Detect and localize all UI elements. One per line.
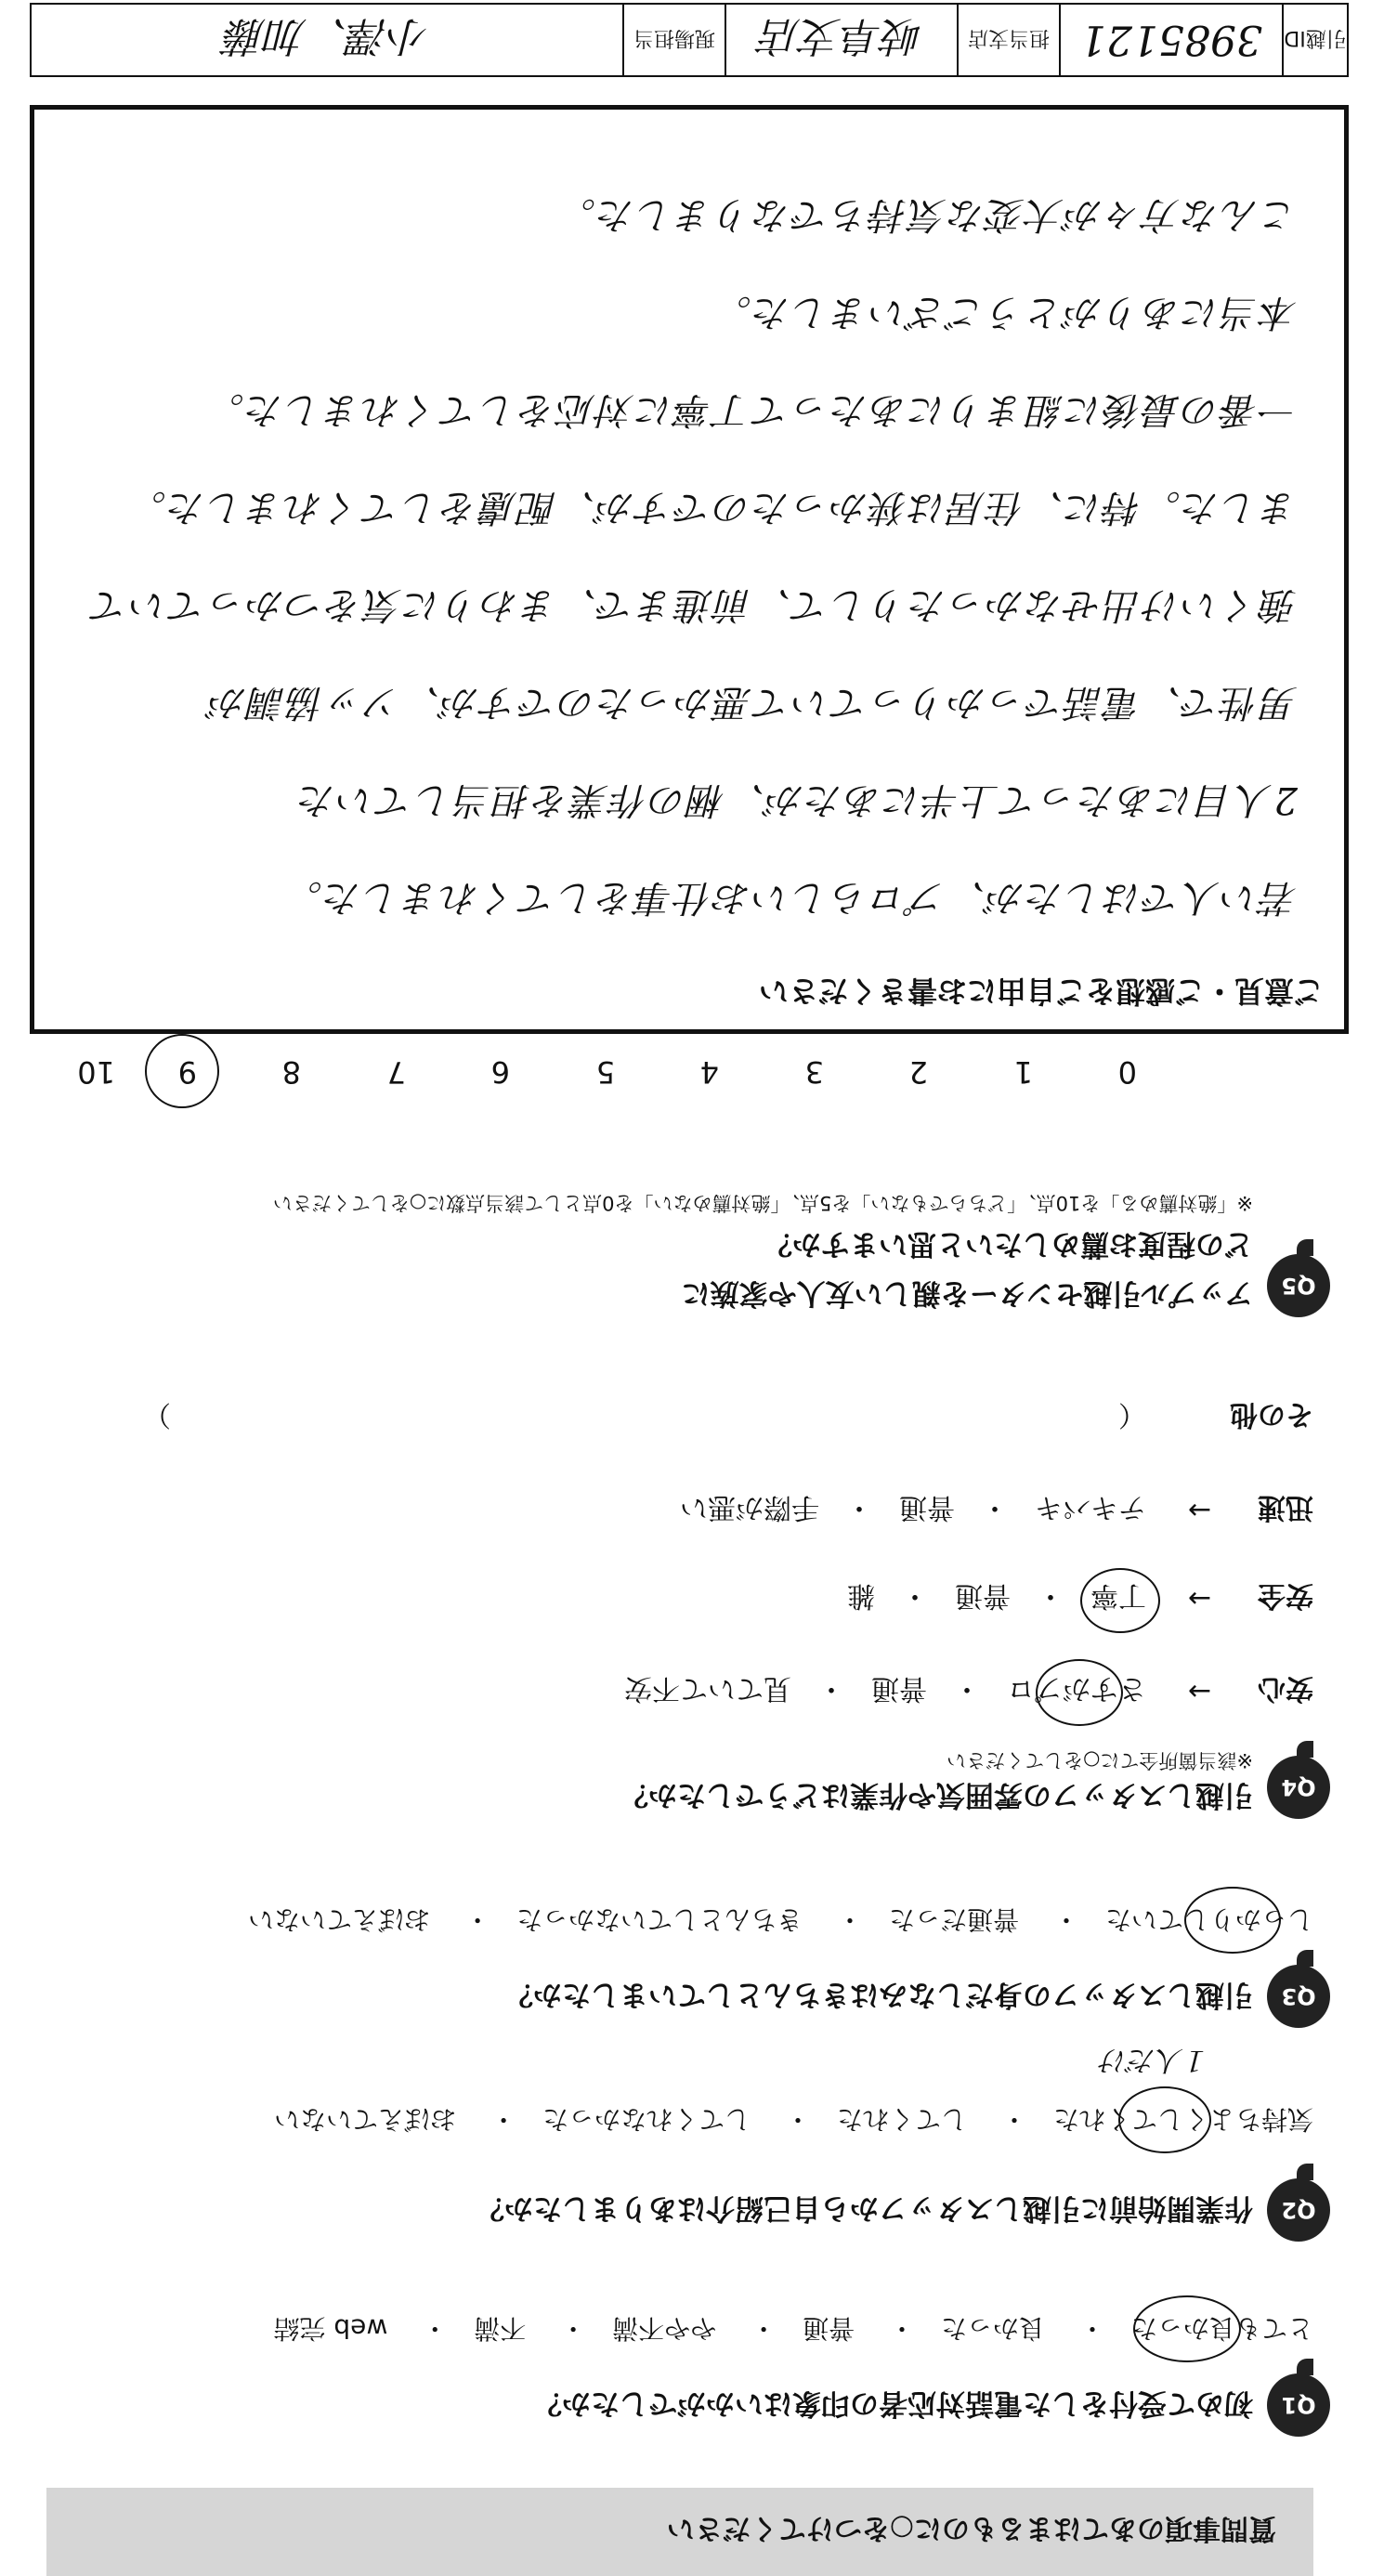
comment-line: ました。特に、住居は狭かったのですが、配慮をしてくれました。 — [127, 486, 1298, 529]
move-id-label: 引越ID — [1282, 5, 1347, 75]
q4-row-label: 安心 — [1258, 1672, 1313, 1705]
q3-answer-circle — [1184, 1887, 1281, 1954]
q1-option[interactable]: web 完結 — [273, 2313, 388, 2344]
q4-option[interactable]: 普通 — [955, 1579, 1011, 1612]
q5-scale-point[interactable]: 8 — [281, 1054, 301, 1090]
comment-line: こんな方々が大変な気持ちでなりました。 — [556, 193, 1298, 236]
q4-option[interactable]: さすがプロ — [1007, 1672, 1146, 1705]
q5-note: ※「絶対薦める」を10点、「どちらでもない」を5点、「絶対薦めない」を0点として該当点数に○をしてください — [272, 1192, 1253, 1214]
branch-label: 担当支店 — [957, 5, 1059, 75]
q4-option[interactable]: 普通 — [871, 1672, 927, 1705]
q5-question-line1: アップル引越センターを親しい友人や家族に — [681, 1276, 1253, 1310]
q2-option[interactable]: してくれなかった — [542, 2104, 751, 2135]
q5-scale-point[interactable]: 10 — [77, 1054, 115, 1090]
q1-options: とても良かった・ 良かった・ 普通・ やや不満・ 不満・ web 完結 — [273, 2313, 1313, 2344]
q5-scale-point[interactable]: 4 — [699, 1054, 719, 1090]
q4-badge: Q4 — [1267, 1756, 1330, 1819]
comment-line: 若い人ではしたが、プロらしいお仕事をしてくれました。 — [283, 876, 1298, 919]
q2-handwritten-note: １人だけ — [1100, 2044, 1211, 2076]
q3-option[interactable]: 普通だった — [889, 1904, 1020, 1935]
q3-options: しっかりしていた・ 普通だった・ きちんとしていなかった・ おぼえていない — [248, 1904, 1313, 1935]
q5-scale-point[interactable]: 9 — [177, 1054, 197, 1090]
arrow-right-icon: → — [1187, 1675, 1211, 1708]
arrow-right-icon: → — [1187, 1494, 1211, 1527]
instructions-banner: 質問事項のあてはまるものに○をつけてください — [46, 2488, 1313, 2576]
q4-question: 引越しスタッフの雰囲気や作業はどうでしたか？ — [620, 1778, 1253, 1811]
q5-question-line2: どの程度お薦めしたいと思いますか？ — [764, 1227, 1253, 1261]
q5-scale-point[interactable]: 0 — [1117, 1054, 1137, 1090]
q5-scale-point[interactable]: 7 — [386, 1054, 406, 1090]
staff-value: 小澤、加藤 — [225, 12, 429, 59]
q5-selected-circle — [145, 1034, 219, 1108]
q4-note: ※該当箇所全てに○をしてください — [947, 1749, 1253, 1772]
footer-table — [30, 3, 1349, 77]
comment-line: 一番の最後に組まりにあたって丁寧に対応をしてくれました。 — [205, 388, 1298, 431]
q5-scale-point[interactable]: 1 — [1013, 1054, 1033, 1090]
q3-option[interactable]: おぼえていない — [248, 1904, 431, 1935]
q4-option[interactable]: 手際が悪い — [680, 1491, 819, 1523]
q4-row-label: 安全 — [1258, 1579, 1313, 1612]
q5-scale-point[interactable]: 5 — [595, 1054, 615, 1090]
q4-anshin-circle — [1036, 1659, 1123, 1726]
q3-question: 引越しスタッフの身だしなみはきちんとしていましたか？ — [504, 1978, 1253, 2011]
q1-option[interactable]: 普通 — [803, 2313, 855, 2344]
q4-row-other — [143, 1397, 1313, 1438]
staff-label: 現場担当 — [622, 5, 725, 75]
q4-row-anzen: 安全 → 丁寧 ・ 普通 ・ 雑 — [847, 1578, 1313, 1619]
arrow-right-icon: → — [1187, 1582, 1211, 1615]
q2-badge: Q2 — [1267, 2178, 1330, 2242]
comment-box[interactable] — [30, 105, 1349, 1034]
q4-other-field[interactable]: （ ） — [143, 1398, 1146, 1431]
q1-option[interactable]: やや不満 — [612, 2313, 717, 2344]
q2-option[interactable]: おぼえていない — [274, 2104, 457, 2135]
q4-row-jinsoku: 迅速 → テキパキ ・ 普通 ・ 手際が悪い — [680, 1490, 1313, 1531]
q2-answer-circle — [1118, 2086, 1211, 2153]
comment-line: 男性で、電話でっかりっていて悪かったのですが、ソッ協調が — [207, 681, 1298, 724]
q1-option[interactable]: 不満 — [474, 2313, 527, 2344]
q5-scale-point[interactable]: 3 — [804, 1054, 824, 1090]
q3-badge: Q3 — [1267, 1965, 1330, 2028]
branch-value: 岐阜支店 — [725, 5, 957, 75]
comment-heading: ご意見・ご感想をご自由にお書きください — [758, 974, 1324, 1009]
q5-scale-point[interactable]: 6 — [490, 1054, 510, 1090]
q2-options: 気持ちよくしてくれた・ してくれた・ してくれなかった・ おぼえていない — [274, 2104, 1313, 2135]
q4-option[interactable]: テキパキ — [1035, 1491, 1146, 1523]
q4-row-anshin: 安心 → さすがプロ ・ 普通 ・ 見ていて不安 — [624, 1671, 1313, 1712]
q3-option[interactable]: きちんとしていなかった — [516, 1904, 803, 1935]
q2-option[interactable]: 気持ちよくしてくれた — [1052, 2104, 1313, 2135]
q1-question: 初めて受付をした電話対応者の印象はいかがでしたか？ — [533, 2386, 1253, 2420]
q4-option[interactable]: 普通 — [899, 1491, 955, 1523]
q1-option[interactable]: 良かった — [941, 2313, 1046, 2344]
q4-anzen-circle — [1080, 1568, 1160, 1633]
q2-question: 作業開始前に引越しスタッフから自己紹介はありましたか？ — [476, 2191, 1253, 2225]
comment-line: 2人目にあたって上半にあたが、梱の作業を担当していた — [296, 778, 1298, 821]
q2-option[interactable]: してくれた — [837, 2104, 968, 2135]
comment-line: 強くいけ出せなかったりして、前進まで、まわりに気をつかっていて — [89, 583, 1298, 626]
q4-option[interactable]: 見ていて不安 — [624, 1672, 791, 1705]
q5-scale-point[interactable]: 2 — [908, 1054, 928, 1090]
q3-option[interactable]: しっかりしていた — [1104, 1904, 1313, 1935]
q4-option[interactable]: 雑 — [847, 1579, 875, 1612]
q5-badge: Q5 — [1267, 1254, 1330, 1317]
q1-option[interactable]: とても良かった — [1130, 2313, 1313, 2344]
move-id-value: 3985121 — [1059, 5, 1282, 75]
q4-row-label: 迅速 — [1258, 1491, 1313, 1523]
q1-answer-circle — [1133, 2295, 1241, 2362]
q4-other-label: その他 — [1230, 1398, 1313, 1431]
q1-badge: Q1 — [1267, 2373, 1330, 2437]
comment-line: 本当にありがとうございました。 — [712, 291, 1298, 333]
q4-option[interactable]: 丁寧 — [1090, 1579, 1146, 1612]
